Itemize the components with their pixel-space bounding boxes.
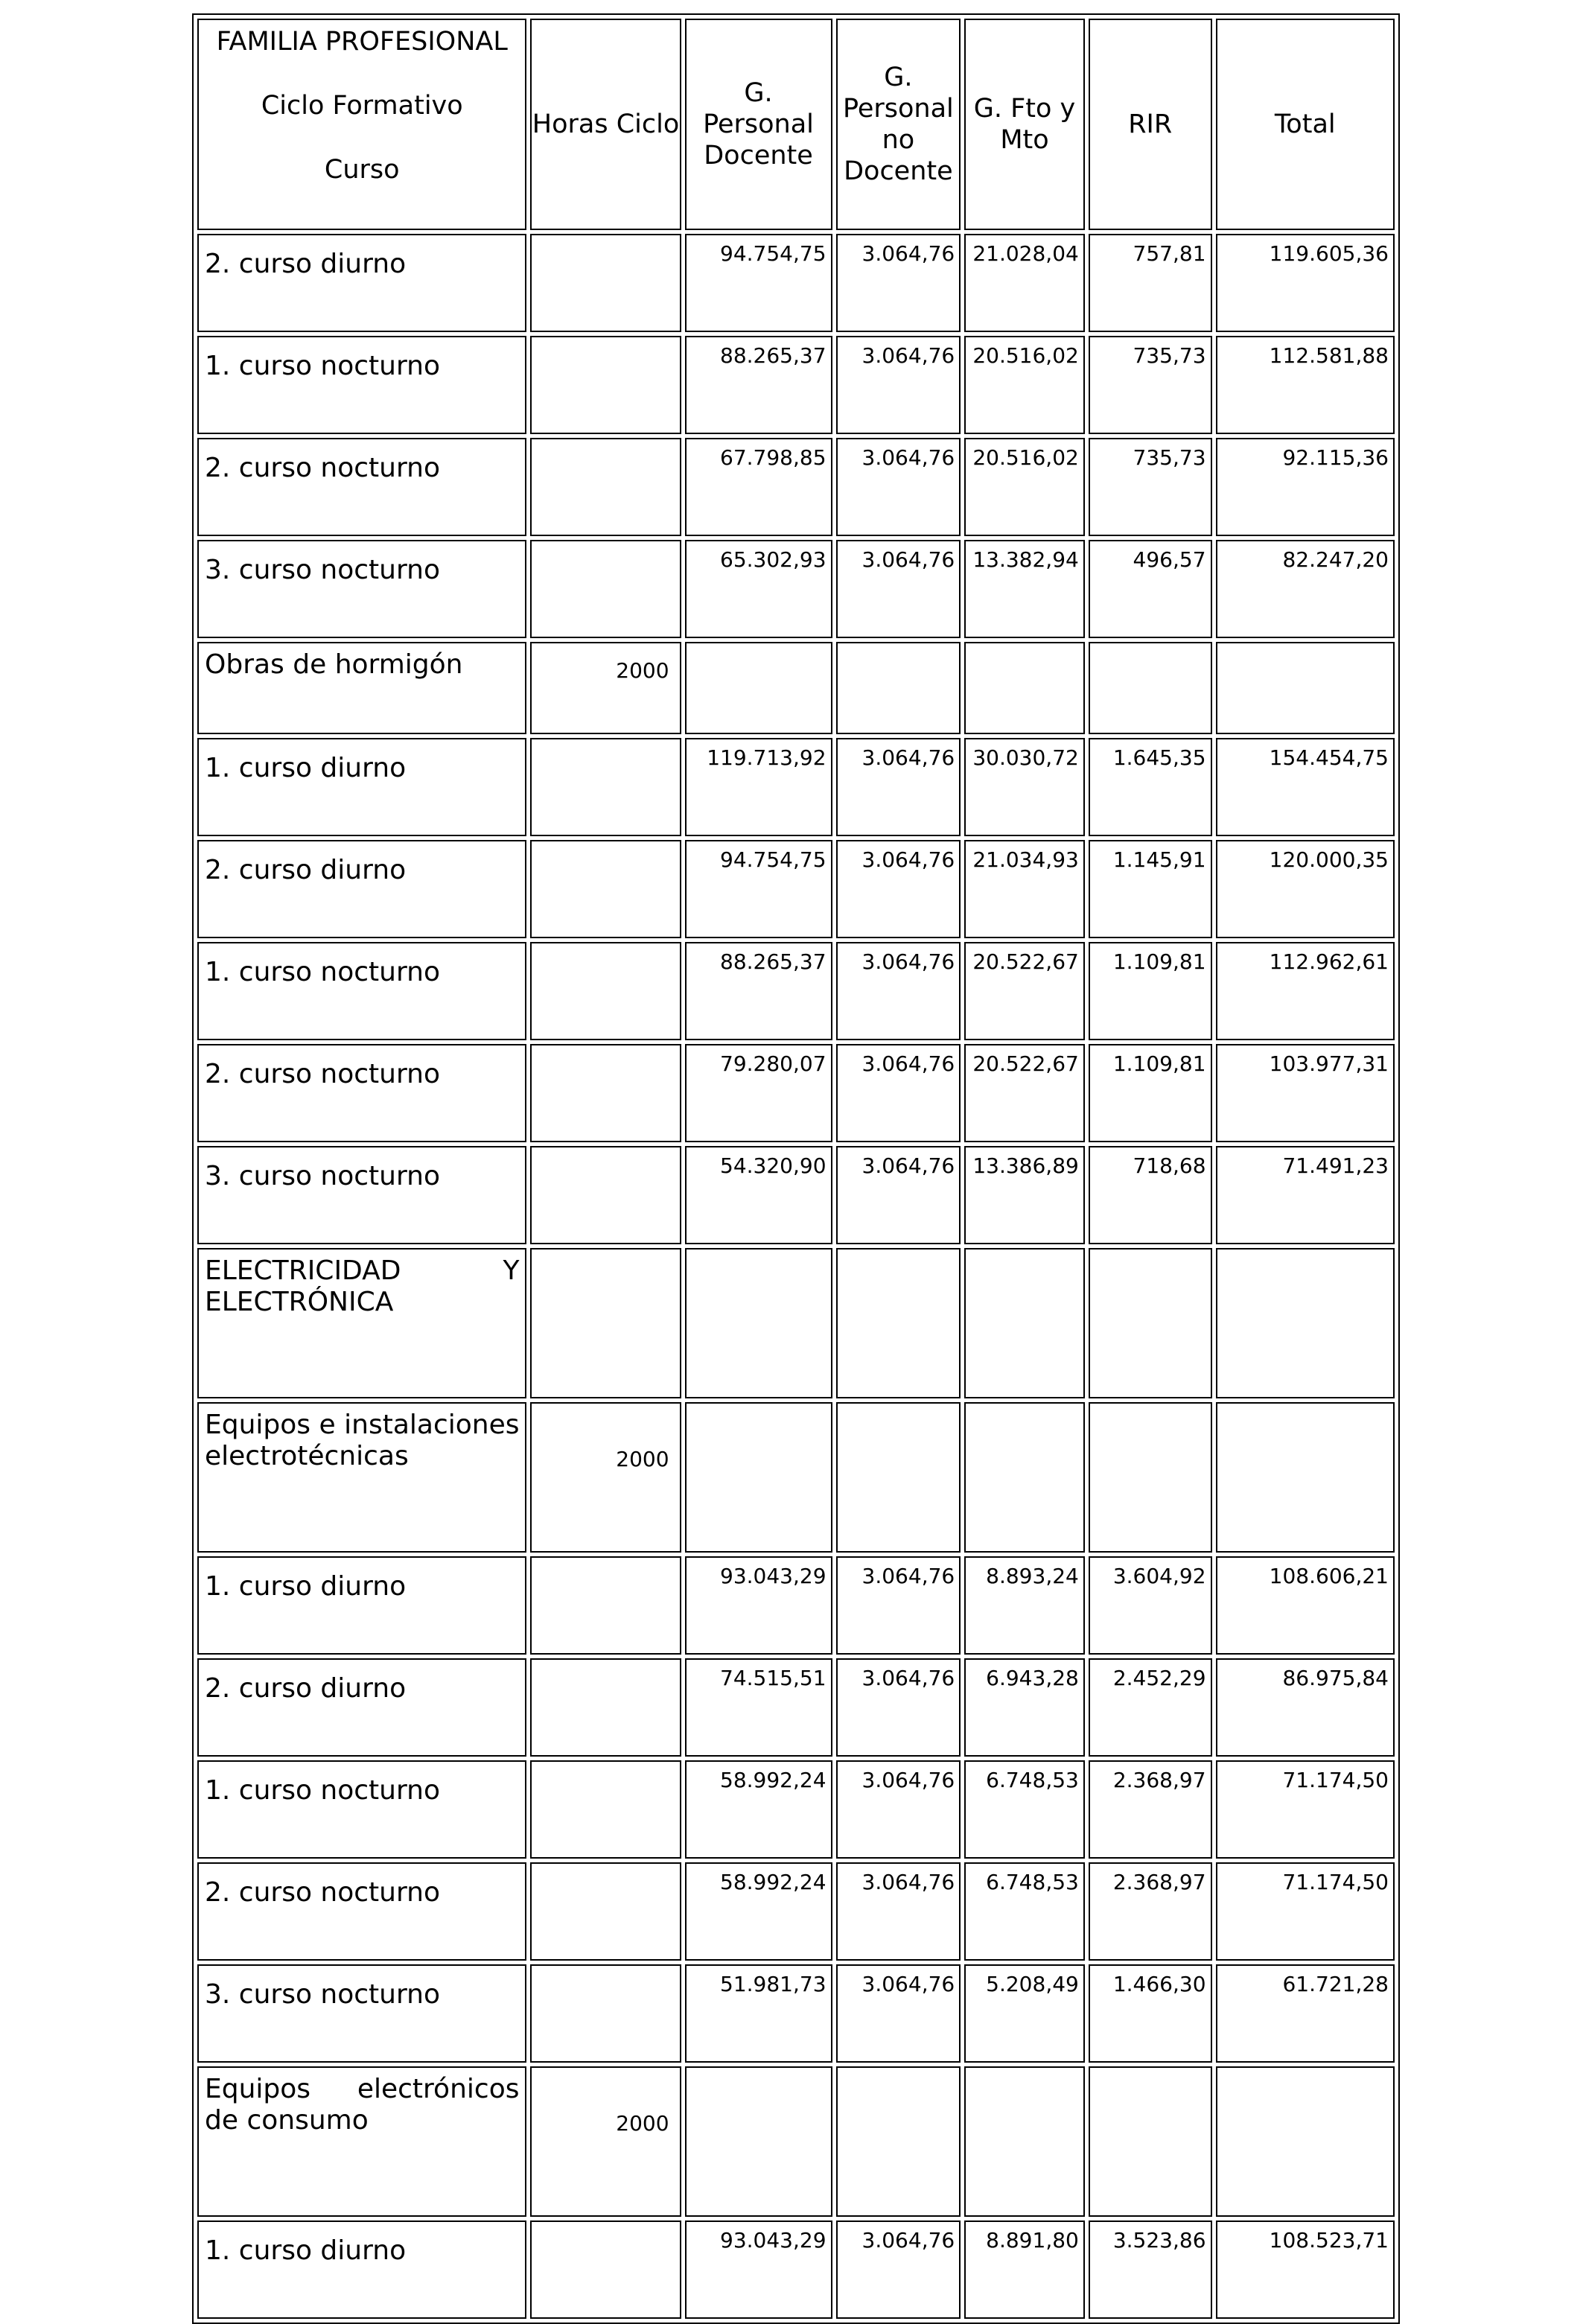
- cell-personal-docente: [685, 2066, 832, 2217]
- cell-rir: 3.604,92: [1089, 1556, 1212, 1655]
- cell-total: 86.975,84: [1216, 1658, 1395, 1757]
- cell-personal-no-docente: 3.064,76: [836, 540, 961, 638]
- table-body: [197, 234, 1395, 2319]
- cell-fto-mto: 6.748,53: [964, 1760, 1085, 1859]
- table-row: [197, 2066, 1395, 2217]
- row-name: 1. curso nocturno: [197, 942, 526, 1040]
- cell-total: 108.523,71: [1216, 2220, 1395, 2319]
- table-row: [197, 738, 1395, 836]
- cell-rir: 718,68: [1089, 1146, 1212, 1244]
- cell-rir: 735,73: [1089, 336, 1212, 434]
- table-row: [197, 1658, 1395, 1757]
- cell-personal-no-docente: 3.064,76: [836, 1658, 961, 1757]
- cell-total: 120.000,35: [1216, 840, 1395, 938]
- cell-horas-ciclo: 2000: [530, 1402, 681, 1553]
- cell-personal-no-docente: 3.064,76: [836, 336, 961, 434]
- cell-personal-docente: 88.265,37: [685, 942, 832, 1040]
- cell-fto-mto: [964, 1248, 1085, 1398]
- row-name: 2. curso nocturno: [197, 438, 526, 536]
- cell-fto-mto: [964, 1402, 1085, 1553]
- cell-fto-mto: 5.208,49: [964, 1964, 1085, 2063]
- cell-rir: 757,81: [1089, 234, 1212, 332]
- cell-personal-docente: 58.992,24: [685, 1760, 832, 1859]
- row-name: 2. curso diurno: [197, 840, 526, 938]
- cell-total: 92.115,36: [1216, 438, 1395, 536]
- cell-rir: 1.109,81: [1089, 942, 1212, 1040]
- cell-rir: 2.452,29: [1089, 1658, 1212, 1757]
- header-personal-no-docente: G. Personal no Docente: [836, 19, 961, 230]
- table-row: [197, 234, 1395, 332]
- cell-personal-no-docente: 3.064,76: [836, 1556, 961, 1655]
- cell-rir: 2.368,97: [1089, 1760, 1212, 1859]
- table-row: [197, 1862, 1395, 1961]
- cell-personal-no-docente: 3.064,76: [836, 840, 961, 938]
- cell-personal-docente: [685, 642, 832, 734]
- cell-personal-docente: 88.265,37: [685, 336, 832, 434]
- cell-fto-mto: 21.034,93: [964, 840, 1085, 938]
- cell-personal-docente: 93.043,29: [685, 1556, 832, 1655]
- cell-total: [1216, 2066, 1395, 2217]
- cell-horas-ciclo: [530, 1248, 681, 1398]
- row-name: 1. curso nocturno: [197, 1760, 526, 1859]
- cell-fto-mto: 13.386,89: [964, 1146, 1085, 1244]
- cell-personal-docente: [685, 1248, 832, 1398]
- cell-personal-no-docente: 3.064,76: [836, 2220, 961, 2319]
- cell-total: 112.581,88: [1216, 336, 1395, 434]
- cell-personal-docente: 65.302,93: [685, 540, 832, 638]
- cell-personal-docente: 93.043,29: [685, 2220, 832, 2319]
- row-name: 1. curso diurno: [197, 2220, 526, 2319]
- row-name: 1. curso diurno: [197, 1556, 526, 1655]
- cell-rir: 1.145,91: [1089, 840, 1212, 938]
- cell-rir: [1089, 1402, 1212, 1553]
- table-row: [197, 642, 1395, 734]
- row-name: 3. curso nocturno: [197, 1964, 526, 2063]
- row-name: Obras de hormigón: [197, 642, 526, 734]
- cell-fto-mto: 6.748,53: [964, 1862, 1085, 1961]
- cell-total: 103.977,31: [1216, 1044, 1395, 1142]
- cell-total: 61.721,28: [1216, 1964, 1395, 2063]
- cell-fto-mto: 30.030,72: [964, 738, 1085, 836]
- row-name: 3. curso nocturno: [197, 540, 526, 638]
- cell-rir: 2.368,97: [1089, 1862, 1212, 1961]
- table-row: [197, 540, 1395, 638]
- cell-rir: [1089, 642, 1212, 734]
- cell-horas-ciclo: [530, 738, 681, 836]
- cell-horas-ciclo: [530, 840, 681, 938]
- cell-personal-docente: 94.754,75: [685, 840, 832, 938]
- cell-personal-no-docente: [836, 1402, 961, 1553]
- cell-fto-mto: 20.522,67: [964, 942, 1085, 1040]
- table-row: [197, 1044, 1395, 1142]
- header-rir: RIR: [1089, 19, 1212, 230]
- cell-personal-docente: 58.992,24: [685, 1862, 832, 1961]
- cell-personal-no-docente: [836, 642, 961, 734]
- row-name: 2. curso nocturno: [197, 1044, 526, 1142]
- cell-personal-docente: 119.713,92: [685, 738, 832, 836]
- cell-total: 71.174,50: [1216, 1862, 1395, 1961]
- row-name: 1. curso nocturno: [197, 336, 526, 434]
- cell-fto-mto: 13.382,94: [964, 540, 1085, 638]
- cell-horas-ciclo: [530, 1964, 681, 2063]
- cell-personal-docente: 67.798,85: [685, 438, 832, 536]
- cell-fto-mto: [964, 642, 1085, 734]
- header-fto-mto: G. Fto y Mto: [964, 19, 1085, 230]
- cell-total: 71.491,23: [1216, 1146, 1395, 1244]
- cell-personal-no-docente: [836, 1248, 961, 1398]
- cell-personal-no-docente: 3.064,76: [836, 1146, 961, 1244]
- cell-horas-ciclo: [530, 942, 681, 1040]
- cell-personal-no-docente: [836, 2066, 961, 2217]
- row-name: Equipos electrónicos de consumo: [197, 2066, 526, 2217]
- header-family: FAMILIA PROFESIONAL: [216, 27, 508, 57]
- table-row: [197, 336, 1395, 434]
- header-horas-ciclo: Horas Ciclo: [530, 19, 681, 230]
- header-total: Total: [1216, 19, 1395, 230]
- cell-fto-mto: 8.893,24: [964, 1556, 1085, 1655]
- row-name: 2. curso nocturno: [197, 1862, 526, 1961]
- cell-personal-no-docente: 3.064,76: [836, 738, 961, 836]
- cell-personal-docente: 94.754,75: [685, 234, 832, 332]
- cell-total: 119.605,36: [1216, 234, 1395, 332]
- row-name: Equipos e instalaciones electrotécnicas: [197, 1402, 526, 1553]
- cell-total: 112.962,61: [1216, 942, 1395, 1040]
- table-row: [197, 438, 1395, 536]
- cell-personal-no-docente: 3.064,76: [836, 438, 961, 536]
- cell-rir: 496,57: [1089, 540, 1212, 638]
- cell-total: [1216, 1248, 1395, 1398]
- cell-total: 108.606,21: [1216, 1556, 1395, 1655]
- table-row: [197, 1760, 1395, 1859]
- cell-total: [1216, 642, 1395, 734]
- cell-horas-ciclo: 2000: [530, 2066, 681, 2217]
- cell-rir: [1089, 1248, 1212, 1398]
- header-row: [197, 19, 1395, 230]
- cell-fto-mto: 21.028,04: [964, 234, 1085, 332]
- cell-horas-ciclo: [530, 1658, 681, 1757]
- cell-horas-ciclo: [530, 1044, 681, 1142]
- cell-horas-ciclo: [530, 1862, 681, 1961]
- row-name: 1. curso diurno: [197, 738, 526, 836]
- cell-rir: 1.466,30: [1089, 1964, 1212, 2063]
- cell-personal-docente: 79.280,07: [685, 1044, 832, 1142]
- cell-horas-ciclo: [530, 336, 681, 434]
- cell-horas-ciclo: [530, 540, 681, 638]
- table-row: [197, 1146, 1395, 1244]
- cell-personal-no-docente: 3.064,76: [836, 1964, 961, 2063]
- cell-personal-no-docente: 3.064,76: [836, 1760, 961, 1859]
- table-row: [197, 840, 1395, 938]
- cell-personal-no-docente: 3.064,76: [836, 1862, 961, 1961]
- cell-personal-docente: [685, 1402, 832, 1553]
- cell-horas-ciclo: [530, 234, 681, 332]
- row-name: ELECTRICIDAD Y ELECTRÓNICA: [197, 1248, 526, 1398]
- table-row: [197, 1964, 1395, 2063]
- header-personal-docente: G. Personal Docente: [685, 19, 832, 230]
- row-name: 2. curso diurno: [197, 1658, 526, 1757]
- cell-horas-ciclo: [530, 2220, 681, 2319]
- cell-personal-no-docente: 3.064,76: [836, 942, 961, 1040]
- table-row: [197, 1248, 1395, 1398]
- cell-horas-ciclo: [530, 438, 681, 536]
- header-cycle: Ciclo Formativo: [261, 91, 463, 121]
- cell-horas-ciclo: [530, 1146, 681, 1244]
- cell-total: [1216, 1402, 1395, 1553]
- cell-total: 82.247,20: [1216, 540, 1395, 638]
- row-name: 3. curso nocturno: [197, 1146, 526, 1244]
- cell-personal-docente: 54.320,90: [685, 1146, 832, 1244]
- cell-personal-no-docente: 3.064,76: [836, 1044, 961, 1142]
- cell-rir: 1.645,35: [1089, 738, 1212, 836]
- table-row: [197, 942, 1395, 1040]
- table-row: [197, 1402, 1395, 1553]
- cell-total: 71.174,50: [1216, 1760, 1395, 1859]
- cell-personal-docente: 74.515,51: [685, 1658, 832, 1757]
- header-course: Curso: [324, 155, 400, 185]
- cell-horas-ciclo: [530, 1760, 681, 1859]
- cell-fto-mto: 20.516,02: [964, 336, 1085, 434]
- cell-fto-mto: 20.516,02: [964, 438, 1085, 536]
- cell-horas-ciclo: [530, 1556, 681, 1655]
- table-row: [197, 2220, 1395, 2319]
- cell-fto-mto: 6.943,28: [964, 1658, 1085, 1757]
- cell-rir: 1.109,81: [1089, 1044, 1212, 1142]
- cell-fto-mto: 8.891,80: [964, 2220, 1085, 2319]
- row-name: 2. curso diurno: [197, 234, 526, 332]
- cell-rir: 3.523,86: [1089, 2220, 1212, 2319]
- cell-personal-no-docente: 3.064,76: [836, 234, 961, 332]
- cell-rir: [1089, 2066, 1212, 2217]
- cell-fto-mto: [964, 2066, 1085, 2217]
- cell-rir: 735,73: [1089, 438, 1212, 536]
- cell-horas-ciclo: 2000: [530, 642, 681, 734]
- cell-fto-mto: 20.522,67: [964, 1044, 1085, 1142]
- cell-total: 154.454,75: [1216, 738, 1395, 836]
- cell-personal-docente: 51.981,73: [685, 1964, 832, 2063]
- cost-table: [192, 13, 1400, 2324]
- table-row: [197, 1556, 1395, 1655]
- header-family-cycle-course: [197, 19, 526, 230]
